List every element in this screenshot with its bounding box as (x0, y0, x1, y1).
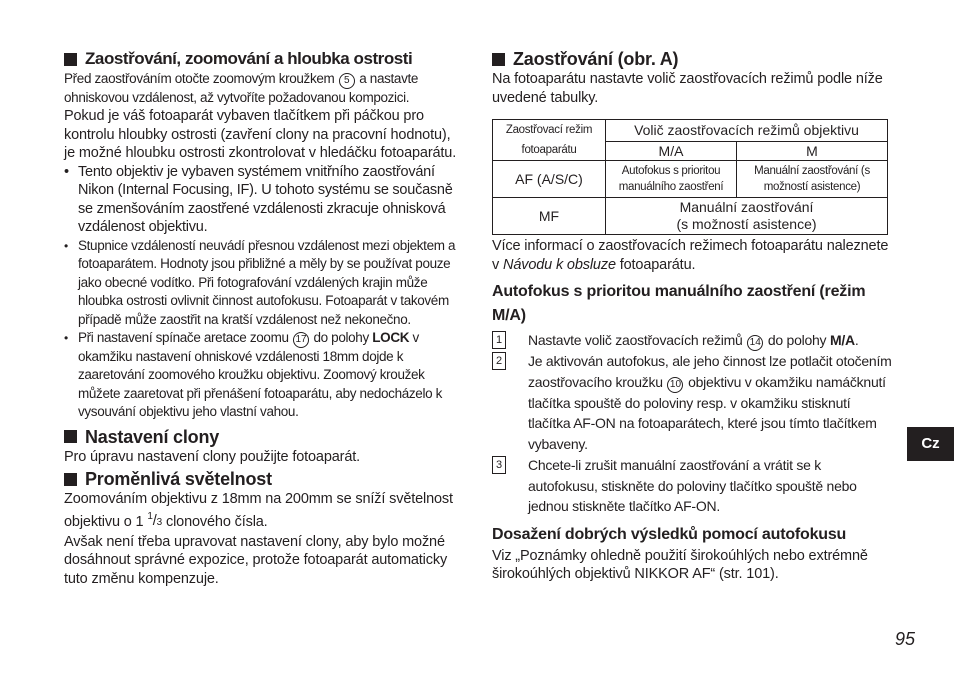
bullet-internal-focusing: • Tento objektiv je vybaven systémem vnitřního zaostřování Nikon (Internal Focusing, IF). U tohoto systému se současně se zmenšováním zaostřené vzdálenosti zkracuje ohnisková vzdálenost objektivu. (64, 163, 464, 237)
paragraph-zoom: Před zaostřováním otočte zoomovým kroužkem 5 a nastavte ohniskovou vzdálenost, až vytvoříte požadovanou kompozici. (64, 71, 419, 105)
callout-number-10-icon: 10 (667, 377, 683, 393)
step-number-icon: 3 (492, 456, 506, 474)
bullet-zoom-lock: • Při nastavení spínače aretace zoomu 17 do polohy LOCK v okamžiku nastavení ohniskové vzdálenosti 18mm dojde k zaaretování zoomového kroužku objektivu. Zoomový kroužek můžete zaaretovat při přenášení fotoaparátu, aby nedocházelo k vysouvání objektivu jeho vlastní vahou. (64, 329, 464, 422)
table-cell-af-m: Manuální zaostřování (s možností asistence) (737, 161, 888, 198)
square-bullet-icon (64, 430, 77, 443)
callout-number-5-icon: 5 (339, 73, 355, 89)
heading-ma-mode: Autofokus s prioritou manuálního zaostření (režim M/A) (492, 283, 866, 324)
table-cell-af: AF (A/S/C) (493, 161, 606, 198)
heading-focusing: Zaostřování (obr. A) (492, 48, 892, 70)
lock-label: LOCK (372, 329, 410, 345)
step-number-icon: 2 (492, 352, 506, 370)
step-1: 1 Nastavte volič zaostřovacích režimů 14 do polohy M/A. (492, 330, 892, 351)
step-2: 2 Je aktivován autofokus, ale jeho činnost lze potlačit otočením zaostřovacího kroužku 10 objektivu v okamžiku namáčknutí tlačítka spouště do poloviny resp. v okamžiku stisknutí tlačítka AF-ON na fotoaparátech, které jsou tímto tlačítkem vybaveny. (492, 351, 892, 455)
paragraph-note: Viz „Poznámky ohledně použití širokoúhlých nebo extrémně širokoúhlých objektivů NIKKOR AF“ (str. 101). (492, 547, 868, 583)
paragraph-aperture: Pro úpravu nastavení clony použijte fotoaparát. (64, 448, 361, 465)
paragraph-intro: Na fotoaparátu nastavte volič zaostřovacích režimů podle níže uvedené tabulky. (492, 71, 883, 106)
square-bullet-icon (64, 53, 77, 66)
table-header-lens-switch: Volič zaostřovacích režimů objektivu (606, 120, 888, 142)
table-cell-mf-value: Manuální zaostřování (s možností asistence) (606, 198, 888, 235)
step-3: 3 Chcete-li zrušit manuální zaostřování a vrátit se k autofokusu, stiskněte do poloviny tlačítko spouště nebo jednou stiskněte tlačítko AF-ON. (492, 455, 892, 517)
callout-number-14-icon: 14 (747, 335, 763, 351)
square-bullet-icon (492, 53, 505, 66)
table-header-m: M (737, 141, 888, 160)
paragraph-dof-preview: Pokud je váš fotoaparát vybaven tlačítkem při páčkou pro kontrolu hloubky ostrosti (zavření clony na pracovní hodnotu), je možné hloubku ostrosti zkontrolovat v hledáčku fotoaparátu. (64, 108, 457, 162)
table-cell-af-ma: Autofokus s prioritou manuálního zaostření (606, 161, 737, 198)
step-number-icon: 1 (492, 331, 506, 349)
page-number: 95 (895, 629, 916, 649)
fraction: $^1$/3 (147, 510, 163, 530)
heading-aperture: Nastavení clony (64, 426, 464, 448)
paragraph-variable-aperture: Zoomováním objektivu z 18mm na 200mm se sníží světelnost objektivu o 1 $^1$/3 clonového čísla. (64, 491, 453, 530)
table-cell-mf: MF (493, 198, 606, 235)
callout-number-17-icon: 17 (293, 332, 309, 348)
focus-mode-table (492, 119, 888, 235)
right-column (492, 48, 892, 584)
heading-variable-aperture: Proměnlivá světelnost (64, 468, 464, 490)
language-tab: Cz (907, 427, 954, 461)
table-header-ma: M/A (606, 141, 737, 160)
heading-zoom-focus: Zaostřování, zoomování a hloubka ostrosti (64, 48, 464, 70)
paragraph-more-info: Více informací o zaostřovacích režimech fotoaparátu naleznete v Návodu k obsluze fotoaparátu. (492, 238, 889, 273)
paragraph-exposure: Avšak není třeba upravovat nastavení clony, aby bylo možné dosáhnout správné expozice, protože fotoaparát automaticky tuto změnu kompenzuje. (64, 533, 448, 587)
bullet-distance-scale: • Stupnice vzdáleností neuvádí přesnou vzdálenost mezi objektem a fotoaparátem. Hodnoty jsou přibližné a měly by se používat pouze jako obecné vodítko. Při fotografování vzdálených krajin může hloubka ostrosti ovlivnit činnost autofokusu. Fotoaparát v takovém případě může zaostřit na kratší vzdálenost než nekonečno. (64, 237, 464, 329)
left-column (64, 48, 464, 588)
square-bullet-icon (64, 473, 77, 486)
table-header-camera-mode: Zaostřovací režim fotoaparátu (493, 120, 606, 161)
heading-good-results: Dosažení dobrých výsledků pomocí autofokusu (492, 525, 847, 543)
